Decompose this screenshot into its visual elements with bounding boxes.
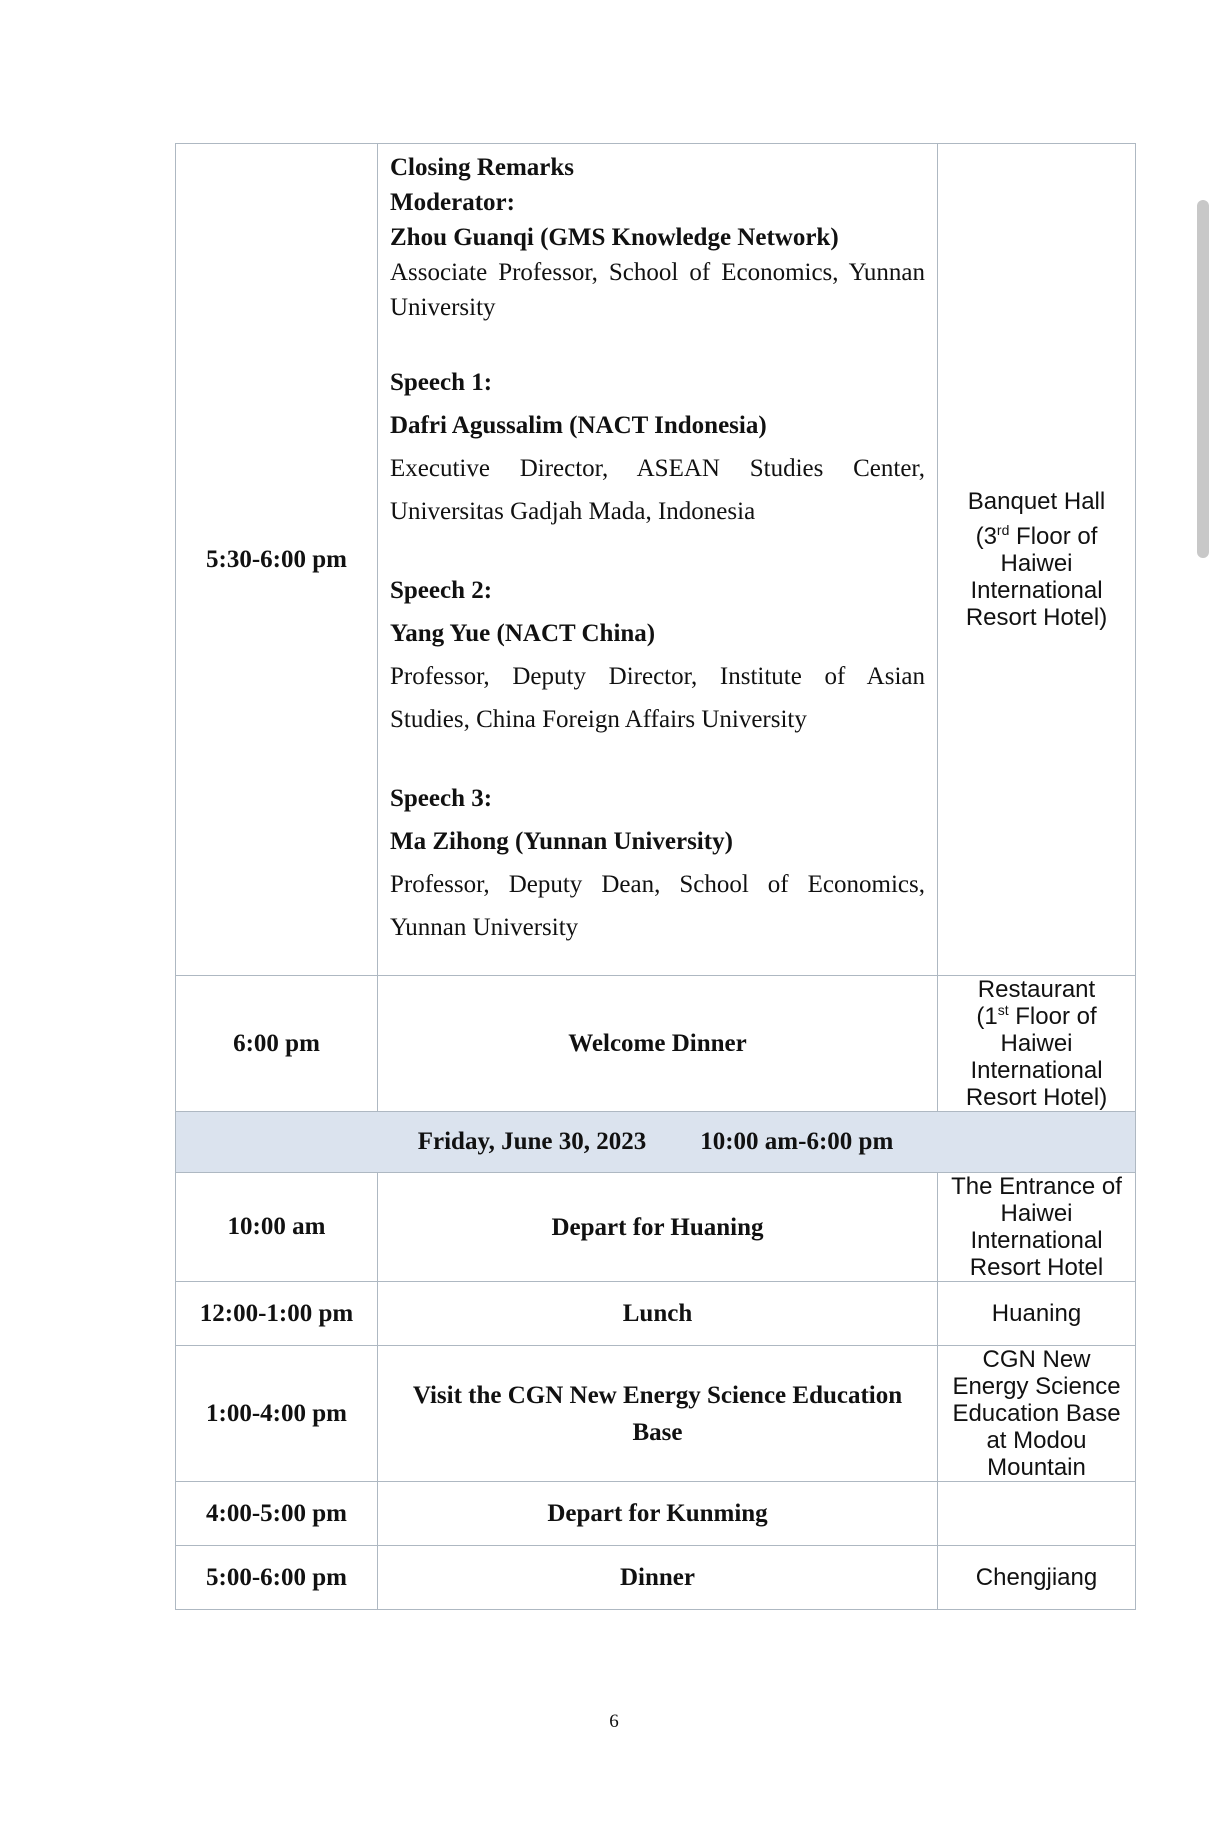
venue-line: Resort Hotel) xyxy=(965,604,1108,631)
venue-line: International xyxy=(970,1057,1103,1084)
venue-line: Resort Hotel xyxy=(969,1254,1104,1281)
speech-label: Speech 1: xyxy=(390,369,493,396)
venue-line: Haiwei xyxy=(1000,550,1073,577)
venue-cell xyxy=(938,1546,1136,1610)
table-row xyxy=(176,1282,1136,1346)
event-cell: Visit the CGN New Energy Science Education Base xyxy=(378,1346,938,1482)
scrollbar[interactable] xyxy=(1197,200,1209,558)
speech-label: Speech 2: xyxy=(390,577,493,604)
speaker-role: Executive Director, ASEAN Studies Center, Universitas Gadjah Mada, Indonesia xyxy=(390,455,925,525)
agenda-table xyxy=(175,143,1136,1610)
table-row xyxy=(176,144,1136,976)
table-row xyxy=(176,1346,1136,1482)
speaker-name: Yang Yue (NACT China) xyxy=(390,620,656,647)
event-cell: Lunch xyxy=(378,1282,938,1346)
venue-line: Mountain xyxy=(987,1454,1086,1481)
venue-line: The Entrance of xyxy=(951,1173,1122,1200)
speaker-name: Dafri Agussalim (NACT Indonesia) xyxy=(390,412,767,439)
venue-line: Energy Science xyxy=(952,1373,1121,1400)
time-cell: 12:00-1:00 pm xyxy=(176,1282,378,1346)
venue-cell xyxy=(938,1482,1136,1546)
table-row xyxy=(176,976,1136,1112)
day-hours: 10:00 am-6:00 pm xyxy=(700,1128,894,1155)
time-cell: 10:00 am xyxy=(176,1173,378,1282)
table-row xyxy=(176,1546,1136,1610)
day-header-cell xyxy=(176,1112,1136,1173)
time-cell: 1:00-4:00 pm xyxy=(176,1346,378,1482)
venue-line: CGN New xyxy=(982,1346,1091,1373)
session-details-cell xyxy=(378,144,938,976)
page-number: 6 xyxy=(609,1711,619,1732)
venue-line: Haiwei xyxy=(1000,1030,1073,1057)
event-cell: Depart for Kunming xyxy=(378,1482,938,1546)
day-header-row xyxy=(176,1112,1136,1173)
venue-line: (3rd Floor of xyxy=(975,522,1098,550)
venue-line: International xyxy=(970,577,1103,604)
moderator-role: Associate Professor, School of Economics, Yunnan University xyxy=(390,259,925,321)
venue-line: Chengjiang xyxy=(975,1564,1098,1591)
venue-line: Resort Hotel) xyxy=(965,1084,1108,1111)
table-row xyxy=(176,1173,1136,1282)
time-cell: 5:00-6:00 pm xyxy=(176,1546,378,1610)
venue-line: Banquet Hall xyxy=(967,488,1106,515)
venue-line: Haiwei xyxy=(1000,1200,1073,1227)
time-cell: 4:00-5:00 pm xyxy=(176,1482,378,1546)
moderator-label: Moderator: xyxy=(390,189,515,216)
venue-cell xyxy=(938,1346,1136,1482)
venue-cell xyxy=(938,976,1136,1112)
event-cell: Dinner xyxy=(378,1546,938,1610)
venue-line: Huaning xyxy=(991,1300,1082,1327)
speaker-role: Professor, Deputy Dean, School of Economics, Yunnan University xyxy=(390,871,925,941)
venue-line: (1st Floor of xyxy=(976,1002,1097,1030)
speech-label: Speech 3: xyxy=(390,785,493,812)
venue-cell xyxy=(938,1282,1136,1346)
day-date: Friday, June 30, 2023 xyxy=(417,1128,647,1155)
venue-line: at Modou xyxy=(986,1427,1087,1454)
speaker-role: Professor, Deputy Director, Institute of Asian Studies, China Foreign Affairs University xyxy=(390,663,925,733)
venue-cell xyxy=(938,144,1136,976)
event-cell: Welcome Dinner xyxy=(378,976,938,1112)
moderator-name: Zhou Guanqi (GMS Knowledge Network) xyxy=(390,224,839,251)
speaker-name: Ma Zihong (Yunnan University) xyxy=(390,828,733,855)
time-cell: 5:30-6:00 pm xyxy=(176,144,378,976)
event-cell: Depart for Huaning xyxy=(378,1173,938,1282)
time-cell: 6:00 pm xyxy=(176,976,378,1112)
venue-line: Education Base xyxy=(952,1400,1121,1427)
session-title: Closing Remarks xyxy=(390,154,575,181)
venue-line: Restaurant xyxy=(977,976,1096,1003)
venue-line: International xyxy=(970,1227,1103,1254)
venue-cell xyxy=(938,1173,1136,1282)
table-row xyxy=(176,1482,1136,1546)
